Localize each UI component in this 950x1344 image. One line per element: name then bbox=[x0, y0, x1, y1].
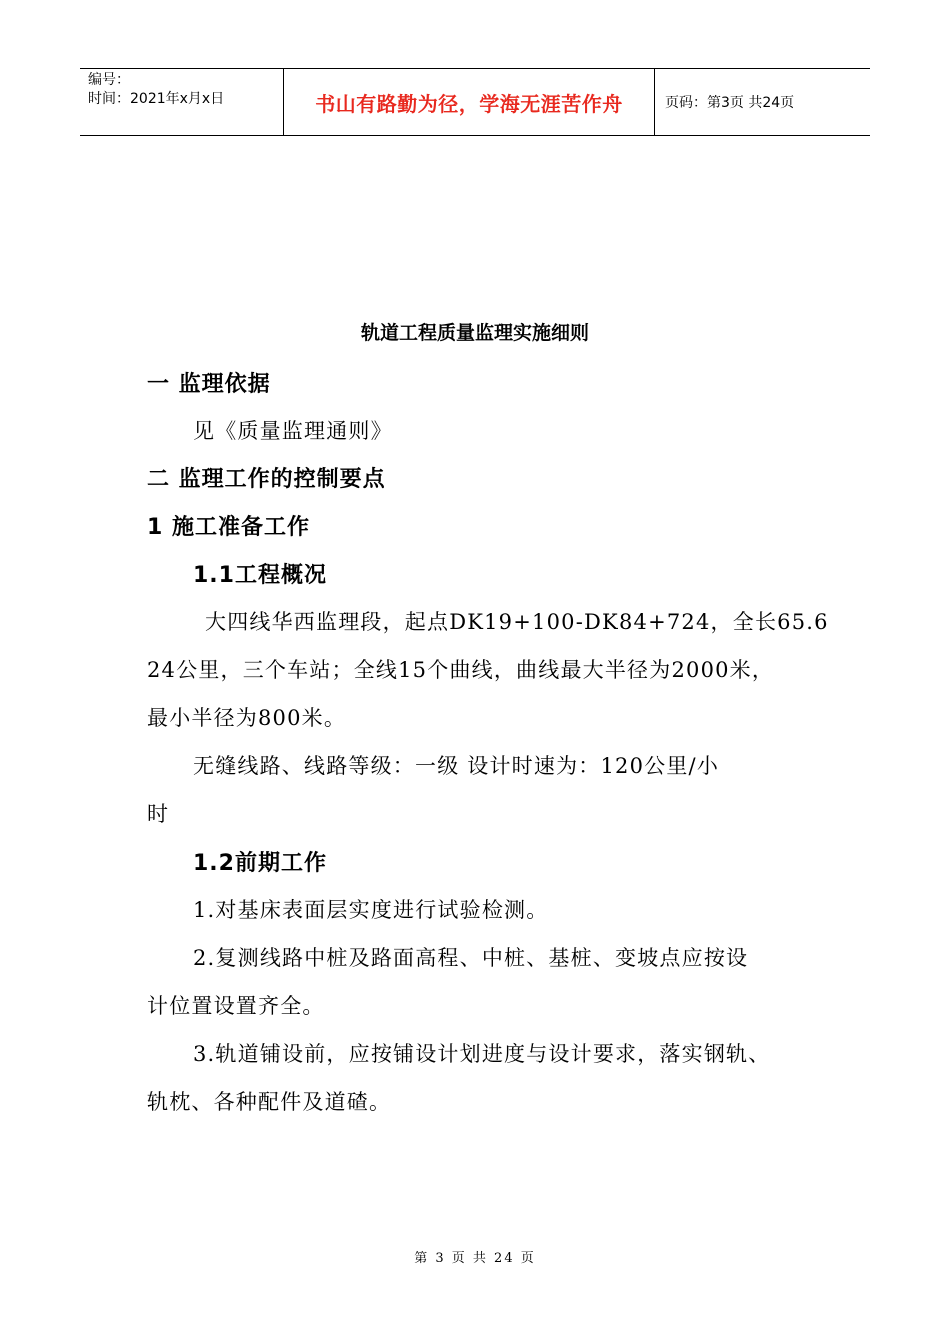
subsection-heading-overview: 1.1工程概况 bbox=[193, 563, 327, 588]
document-title: 轨道工程质量监理实施细则 bbox=[360, 322, 589, 344]
list-item-3-line-1: 3.轨道铺设前，应按铺设计划进度与设计要求，落实钢轨、 bbox=[193, 1042, 771, 1066]
paragraph-overview-line-1: 大四线华西监理段，起点DK19+100-DK84+724，全长65.6 bbox=[205, 610, 829, 634]
page-header bbox=[80, 68, 870, 136]
list-item-2-line-1: 2.复测线路中桩及路面高程、中桩、基桩、变坡点应按设 bbox=[193, 946, 749, 970]
list-item-2-line-2: 计位置设置齐全。 bbox=[147, 994, 325, 1018]
paragraph-line-grade-line-1: 无缝线路、线路等级：一级 设计时速为：120公里/小 bbox=[193, 754, 720, 778]
paragraph-line-grade-line-2: 时 bbox=[147, 802, 170, 826]
paragraph-overview-line-2: 24公里，三个车站；全线15个曲线，曲线最大半径为2000米， bbox=[147, 658, 775, 682]
header-motto: 书山有路勤为径，学海无涯苦作舟 bbox=[315, 91, 623, 116]
section-heading-preparation: 1 施工准备工作 bbox=[147, 515, 310, 540]
document-date: 时间：2021年x月x日 bbox=[88, 91, 225, 107]
paragraph-basis: 见《质量监理通则》 bbox=[193, 419, 393, 443]
subsection-heading-preliminary: 1.2前期工作 bbox=[193, 851, 327, 876]
paragraph-overview-line-3: 最小半径为800米。 bbox=[147, 706, 347, 730]
list-item-1: 1.对基床表面层实度进行试验检测。 bbox=[193, 898, 549, 922]
section-heading-basis: 一 监理依据 bbox=[147, 372, 271, 397]
page-footer: 第 3 页 共 24 页 bbox=[414, 1251, 536, 1266]
header-page-code: 页码：第3页 共24页 bbox=[665, 95, 795, 111]
header-motto-cell bbox=[283, 69, 655, 135]
list-item-3-line-2: 轨枕、各种配件及道碴。 bbox=[147, 1090, 392, 1114]
header-meta-cell bbox=[80, 69, 283, 135]
section-heading-control-points: 二 监理工作的控制要点 bbox=[147, 467, 386, 492]
document-number-label: 编号： bbox=[88, 72, 130, 88]
header-page-cell bbox=[655, 69, 870, 135]
